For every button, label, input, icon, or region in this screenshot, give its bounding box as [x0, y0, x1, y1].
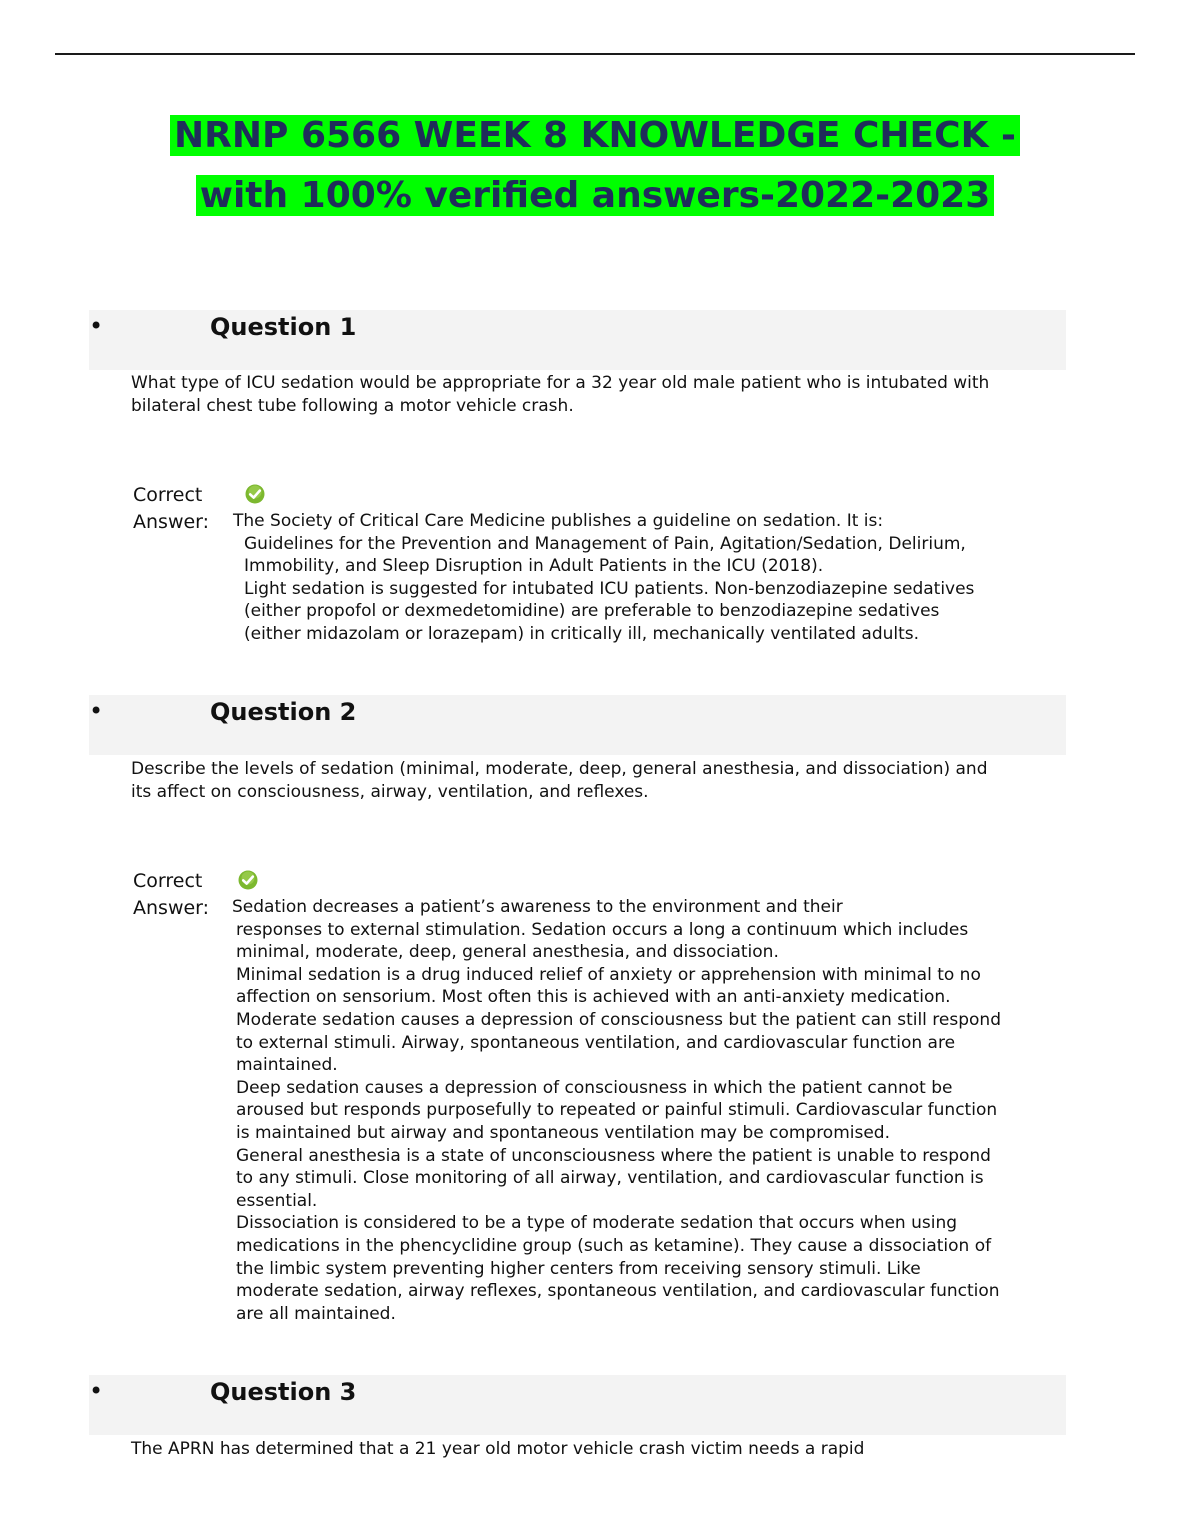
top-divider	[55, 53, 1135, 55]
answer-paragraph: General anesthesia is a state of unconsciousness where the patient is unable to respond to any stimuli. Close monitoring of all airway, ventilation, and cardiovascular function is essential.	[236, 1145, 991, 1211]
answer-paragraph: Guidelines for the Prevention and Management of Pain, Agitation/Sedation, Delirium, Immobility, and Sleep Disruption in Adult Patients in the ICU (2018).	[244, 533, 966, 577]
bullet-icon: •	[89, 312, 104, 340]
question-1-header	[89, 310, 1066, 370]
check-circle-icon	[245, 484, 265, 504]
question-1-answer	[233, 510, 1033, 646]
bullet-icon: •	[89, 1377, 104, 1405]
title-line-2: with 100% verified answers-2022-2023	[196, 175, 995, 216]
question-1-correct-label: Correct Answer:	[133, 484, 210, 533]
answer-paragraph: Minimal sedation is a drug induced relief of anxiety or apprehension with minimal to no affection on sensorium. Most often this is achieved with an anti-anxiety medication.	[236, 964, 981, 1008]
question-1-title: Question 1	[210, 313, 357, 341]
question-2-header	[89, 695, 1066, 755]
answer-paragraph: Moderate sedation causes a depression of consciousness but the patient can still respond to external stimuli. Airway, spontaneous ventilation, and cardiovascular function are maintained.	[236, 1009, 1001, 1076]
bullet-icon: •	[89, 697, 104, 725]
answer-paragraph: Light sedation is suggested for intubated ICU patients. Non-benzodiazepine sedatives (either propofol or dexmedetomidine) are preferable to benzodiazepine sedatives (either midazolam or lorazepam) in critically ill, mechanically ventilated adults.	[244, 578, 975, 644]
answer-paragraph: responses to external stimulation. Sedation occurs a long a continuum which includes minimal, moderate, deep, general anesthesia, and dissociation.	[236, 919, 969, 963]
document-title	[60, 106, 1130, 226]
question-3-text: The APRN has determined that a 21 year old motor vehicle crash victim needs a rapid	[131, 1439, 865, 1459]
title-line-1: NRNP 6566 WEEK 8 KNOWLEDGE CHECK -	[170, 115, 1020, 156]
question-2-title: Question 2	[210, 698, 357, 726]
question-2-text: Describe the levels of sedation (minimal, moderate, deep, general anesthesia, and dissociation) and its affect on consciousness, airway, ventilation, and reflexes.	[131, 759, 988, 802]
answer-intro-line: Sedation decreases a patient’s awareness to the environment and their	[232, 897, 843, 917]
answer-paragraph: Deep sedation causes a depression of consciousness in which the patient cannot be aroused but responds purposefully to repeated or painful stimuli. Cardiovascular function is maintained but airway and spontaneous ventilation may be compromised.	[236, 1077, 998, 1143]
answer-paragraph: Dissociation is considered to be a type of moderate sedation that occurs when using medications in the phencyclidine group (such as ketamine). They cause a dissociation of the limbic system preventing higher centers from receiving sensory stimuli. Like moderate sedation, airway reflexes, spontaneous ventilation, and cardiovascular function are all maintained.	[236, 1213, 1000, 1324]
question-1-text: What type of ICU sedation would be appropriate for a 32 year old male patient who is intubated with bilateral chest tube following a motor vehicle crash.	[131, 373, 990, 416]
question-2-answer	[232, 896, 1032, 1325]
check-circle-icon	[238, 870, 258, 890]
question-3-header	[89, 1375, 1066, 1435]
question-3-title: Question 3	[210, 1378, 357, 1406]
question-2-correct-label: Correct Answer:	[133, 870, 210, 919]
answer-intro-line: The Society of Critical Care Medicine publishes a guideline on sedation. It is:	[233, 511, 884, 531]
